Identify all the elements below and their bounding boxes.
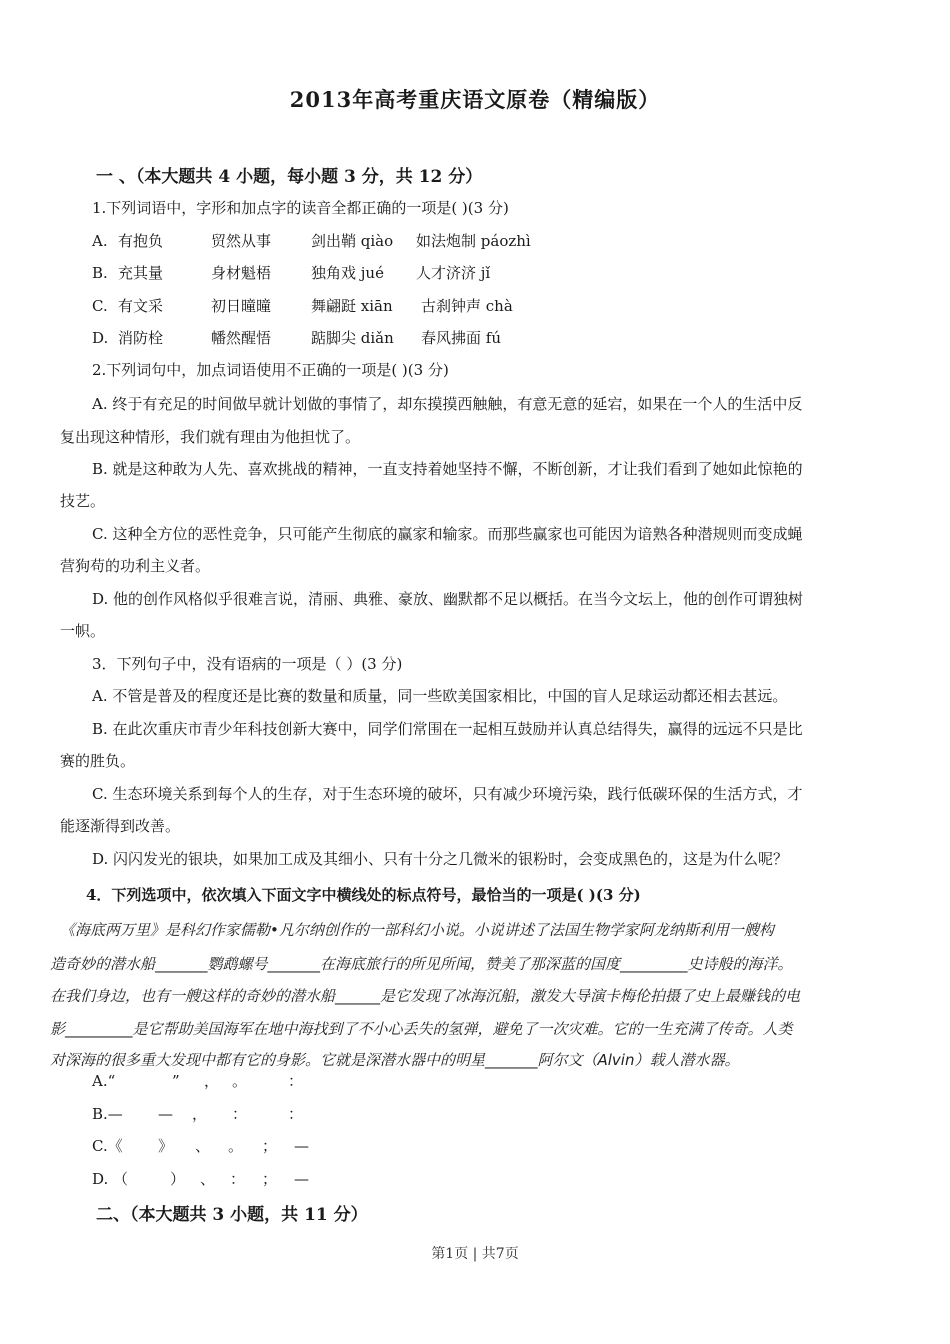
option-word: 消防栓 xyxy=(118,329,164,347)
question-4-passage-line: 《海底两万里》是科幻作家儒勒•凡尔纳创作的一部科幻小说。小说讲述了法国生物学家阿龙纳斯利用一艘构 xyxy=(60,921,774,939)
page-title: 2013年高考重庆语文原卷（精编版） xyxy=(289,87,661,112)
section-heading-1: 一 、（本大题共 4 小题，每小题 3 分，共 12 分） xyxy=(96,167,483,187)
question-3-line: 赛的胜负。 xyxy=(60,752,136,770)
option-mark: ： xyxy=(230,1170,246,1188)
option-word: 贸然从事 xyxy=(211,232,272,250)
question-2-line: A. 终于有充足的时间做早就计划做的事情了，却东摸摸西触触，有意无意的延宕，如果在一个人的生活中反 xyxy=(92,395,803,413)
option-mark: — xyxy=(294,1137,309,1155)
option-letter: B. xyxy=(92,264,108,282)
option-word: 充其量 xyxy=(118,264,164,282)
option-word: 有抱负 xyxy=(118,232,164,250)
option-mark: ： xyxy=(232,1105,248,1123)
option-mark: ） xyxy=(170,1170,186,1188)
option-mark: ， xyxy=(192,1105,208,1123)
option-letter: A. xyxy=(92,232,108,250)
option-word: 踮脚尖 diǎn xyxy=(311,329,394,347)
question-4-passage-line: 造奇妙的潜水船_______鹦鹉螺号_______在海底旅行的所见所闻，赞美了那深蓝的国度_________史诗般的海洋。 xyxy=(50,955,793,973)
option-word: 剑出鞘 qiào xyxy=(311,232,394,250)
question-2-line: B. 就是这种敢为人先、喜欢挑战的精神，一直支持着她坚持不懈，不断创新，才让我们看到了她如此惊艳的 xyxy=(92,460,803,478)
option-mark: 、 xyxy=(195,1137,211,1155)
question-2-line: 一帜。 xyxy=(60,622,106,640)
option-word: 独角戏 jué xyxy=(311,264,384,282)
question-2-line: 营狗苟的功利主义者。 xyxy=(60,557,211,575)
section-heading-2: 二、（本大题共 3 小题，共 11 分） xyxy=(96,1205,368,1225)
option-letter: D. xyxy=(92,329,109,347)
option-word: 春风拂面 fú xyxy=(421,329,501,347)
option-mark: 、 xyxy=(200,1170,216,1188)
option-mark: 。 xyxy=(228,1137,244,1155)
option-mark: B.— xyxy=(92,1105,123,1123)
question-3-stem: 3．下列句子中，没有语病的一项是（ ）(3 分) xyxy=(92,655,403,673)
option-mark: — xyxy=(158,1105,173,1123)
question-2-line: C. 这种全方位的恶性竞争，只可能产生彻底的赢家和输家。而那些赢家也可能因为谙熟各种潜规则而变成蝇 xyxy=(92,525,803,543)
question-4-passage-line: 在我们身边，也有一艘这样的奇妙的潜水船______是它发现了冰海沉船，激发大导演卡梅伦拍摄了史上最赚钱的电 xyxy=(50,987,801,1005)
question-1-stem: 1.下列词语中，字形和加点字的读音全都正确的一项是( )(3 分) xyxy=(92,199,509,217)
question-3-line: C. 生态环境关系到每个人的生存，对于生态环境的破坏，只有减少环境污染，践行低碳环保的生活方式，才 xyxy=(92,785,803,803)
option-word: 幡然醒悟 xyxy=(211,329,272,347)
question-2-line: 技艺。 xyxy=(60,492,106,510)
question-2-line: D. 他的创作风格似乎很难言说，清丽、典雅、豪放、幽默都不足以概括。在当今文坛上，他的创作可谓独树 xyxy=(92,590,804,608)
option-word: 古刹钟声 chà xyxy=(421,297,513,315)
question-3-line: B. 在此次重庆市青少年科技创新大赛中，同学们常围在一起相互鼓励并认真总结得失，赢得的远远不只是比 xyxy=(92,720,803,738)
page-footer: 第1页 | 共7页 xyxy=(431,1246,519,1262)
option-mark: ， xyxy=(204,1072,220,1090)
question-2-stem: 2.下列词句中，加点词语使用不正确的一项是( )(3 分) xyxy=(92,361,449,379)
option-word: 有文采 xyxy=(118,297,164,315)
option-word: 人才济济 jǐ xyxy=(416,264,491,282)
option-word: 舞翩跹 xiān xyxy=(311,297,393,315)
question-3-line: A. 不管是普及的程度还是比赛的数量和质量，同一些欧美国家相比，中国的盲人足球运动都还相去甚远。 xyxy=(92,687,788,705)
option-letter: C. xyxy=(92,297,108,315)
option-word: 身材魁梧 xyxy=(211,264,272,282)
question-3-line: D. 闪闪发光的银块，如果加工成及其细小、只有十分之几微米的银粉时，会变成黑色的，这是为什么呢？ xyxy=(92,850,789,868)
option-mark: — xyxy=(294,1170,309,1188)
option-mark: ： xyxy=(288,1105,304,1123)
option-word: 初日曈曈 xyxy=(211,297,272,315)
question-4-stem: 4．下列选项中，依次填入下面文字中横线处的标点符号，最恰当的一项是( )(3 分) xyxy=(86,886,641,904)
option-word: 如法炮制 páozhì xyxy=(416,232,531,250)
option-mark: D. （ xyxy=(92,1170,129,1188)
question-3-line: 能逐渐得到改善。 xyxy=(60,817,181,835)
option-mark: 。 xyxy=(232,1072,248,1090)
option-mark: ； xyxy=(262,1137,278,1155)
option-mark: ： xyxy=(288,1072,304,1090)
question-2-line: 复出现这种情形，我们就有理由为他担忧了。 xyxy=(60,428,361,446)
question-4-passage-line: 影_________是它帮助美国海军在地中海找到了不小心丢失的氢弹，避免了一次灾难。它的一生充满了传奇。人类 xyxy=(50,1020,793,1038)
option-mark: ； xyxy=(262,1170,278,1188)
question-4-passage-line: 对深海的很多重大发现中都有它的身影。它就是深潜水器中的明星_______阿尔文（Alvin）载人潜水器。 xyxy=(50,1051,740,1069)
option-mark: 》 xyxy=(158,1137,174,1155)
option-mark: A.“ xyxy=(92,1072,116,1090)
option-mark: C.《 xyxy=(92,1137,123,1155)
option-mark: ” xyxy=(172,1072,180,1090)
